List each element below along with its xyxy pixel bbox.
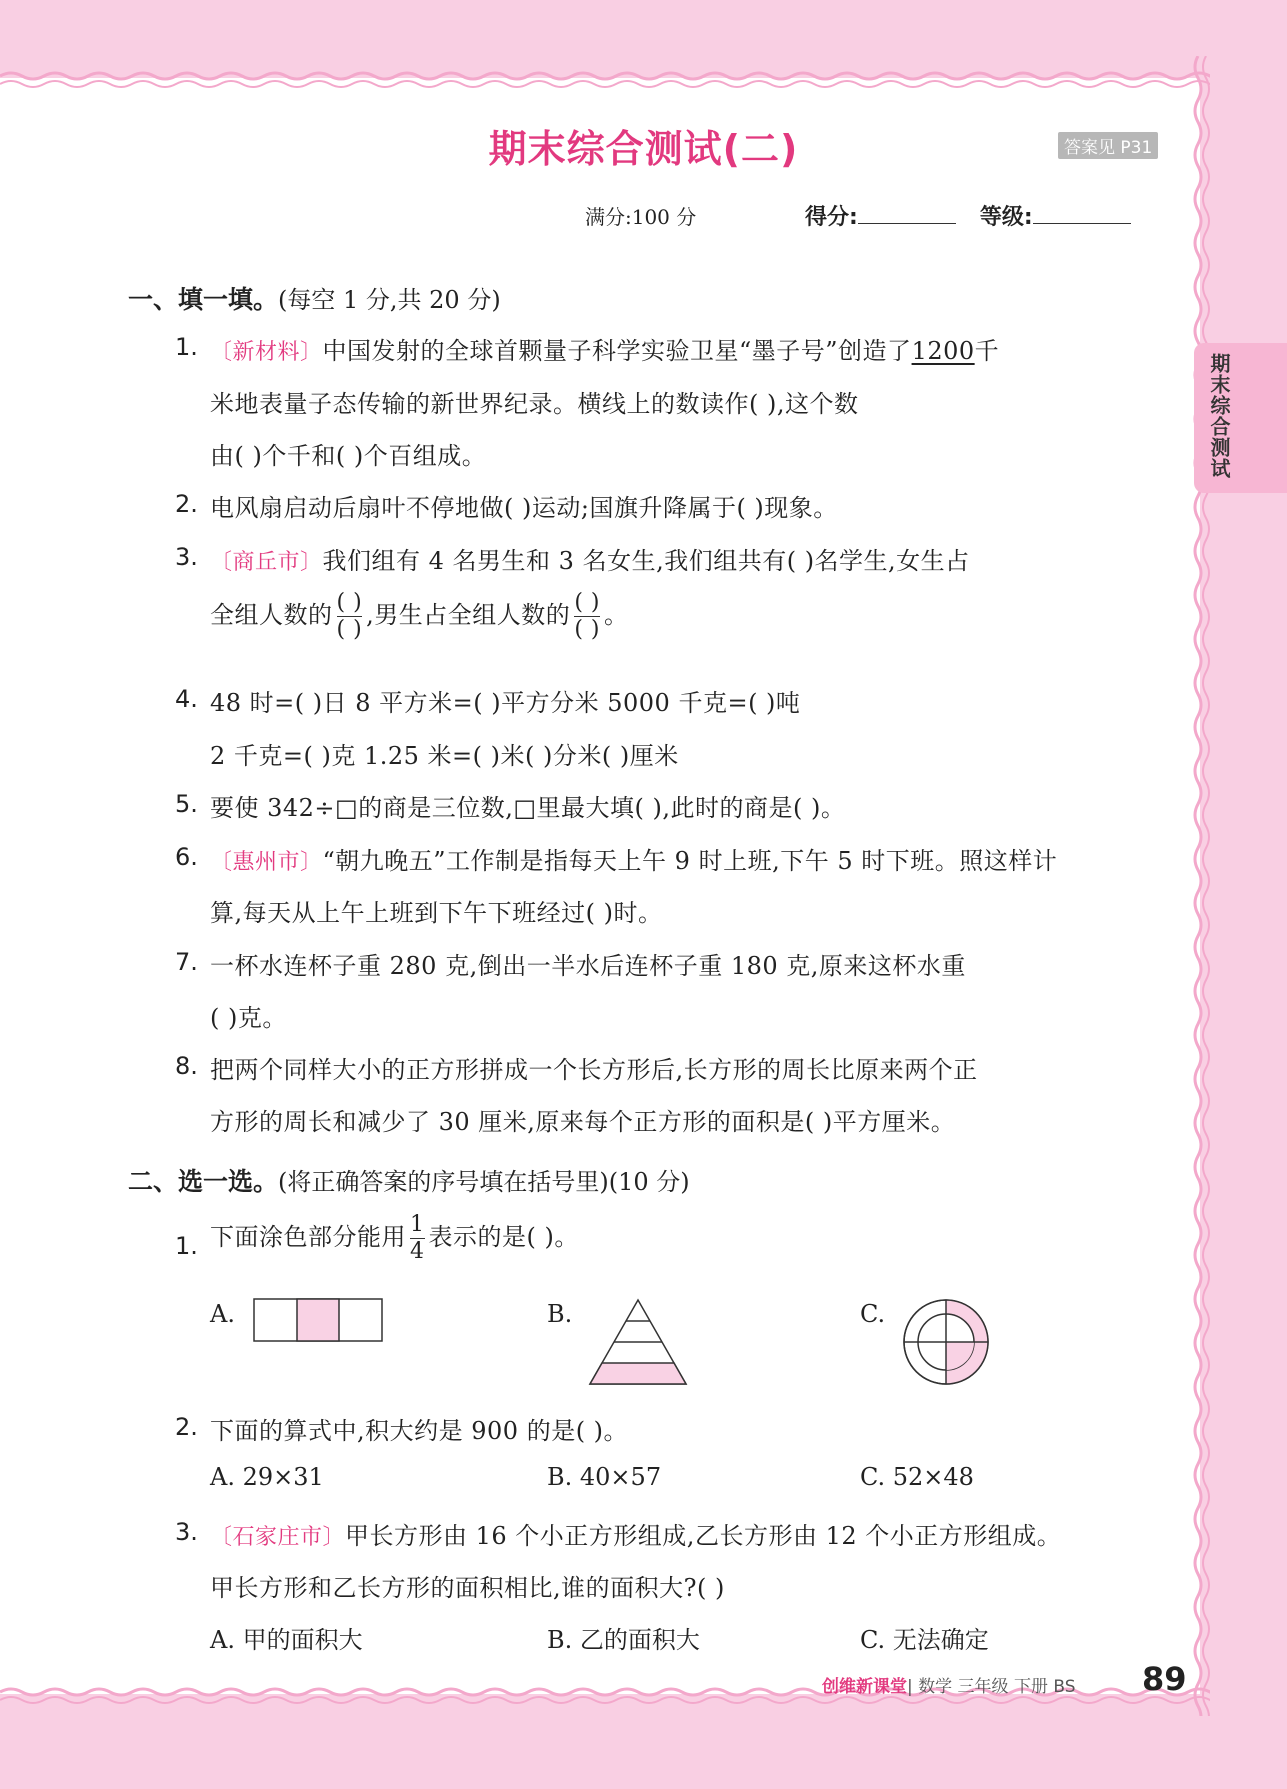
question-line (210, 1516, 1061, 1551)
option-a-figure (253, 1298, 387, 1344)
question-text: “朝九晚五”工作制是指每天上午 9 时上班,下午 5 时下班。照这样计 (322, 847, 1058, 875)
score-line (585, 200, 1175, 231)
question-number: 8. (175, 1052, 198, 1080)
fraction (410, 1212, 425, 1265)
page-number: 89 (1142, 1660, 1187, 1698)
wavy-border-right (1184, 56, 1224, 1716)
question-line (210, 541, 970, 576)
grade-blank[interactable] (1033, 201, 1131, 224)
question-text: 千 (974, 337, 1000, 365)
question-number: 4. (175, 685, 198, 713)
question-line: ( )克。 (210, 1004, 287, 1032)
question-text: 全组人数的 (210, 601, 333, 629)
question-tag: 〔新材料〕 (210, 340, 323, 365)
page-title: 期末综合测试(二) (488, 127, 799, 171)
question-line (210, 841, 1057, 876)
wavy-border-top (0, 56, 1210, 96)
side-tab[interactable] (1194, 343, 1287, 493)
question-line: 把两个同样大小的正方形拼成一个长方形后,长方形的周长比原来两个正 (210, 1056, 978, 1084)
answer-reference-badge: 答案见 P31 (1058, 132, 1158, 159)
question-line: 电风扇启动后扇叶不停地做( )运动;国旗升降属于( )现象。 (210, 494, 838, 522)
grade-label: 等级: (979, 205, 1033, 230)
section-note: (每空 1 分,共 20 分) (278, 286, 501, 314)
question-line-fractions (210, 590, 628, 643)
question-text: 我们组有 4 名男生和 3 名女生,我们组共有( )名学生,女生占 (322, 547, 970, 575)
question-line: 48 时=( )日 8 平方米=( )平方分米 5000 千克=( )吨 (210, 689, 801, 717)
question-number: 5. (175, 790, 198, 818)
fraction-numerator: ( ) (574, 590, 600, 615)
question-line (210, 331, 999, 366)
footer-brand: 创维新课堂 (822, 1677, 907, 1697)
question-text: ,男生占全组人数的 (366, 601, 571, 629)
full-score: 满分:100 分 (585, 205, 697, 229)
fraction-numerator: 1 (410, 1212, 425, 1237)
question-tag: 〔惠州市〕 (210, 850, 323, 875)
question-text: 中国发射的全球首颗量子科学实验卫星“墨子号”创造了 (322, 337, 912, 365)
question-number: 6. (175, 843, 198, 871)
question-line: 甲长方形和乙长方形的面积相比,谁的面积大?( ) (210, 1574, 725, 1602)
question-number: 7. (175, 948, 198, 976)
question-tag: 〔商丘市〕 (210, 550, 323, 575)
option-a[interactable]: A. 29×31 (210, 1463, 324, 1491)
question-line (210, 1212, 579, 1265)
fraction-blank[interactable] (574, 590, 600, 643)
score-blank[interactable] (858, 201, 956, 224)
fraction-numerator: ( ) (336, 590, 363, 615)
question-line: 要使 342÷□的商是三位数,□里最大填( ),此时的商是( )。 (210, 794, 846, 822)
fraction-denominator: 4 (410, 1239, 425, 1264)
footer (822, 1672, 1076, 1697)
question-line: 由( )个千和( )个百组成。 (210, 442, 487, 470)
option-c-figure (902, 1298, 990, 1386)
question-line: 米地表量子态传输的新世界纪录。横线上的数读作( ),这个数 (210, 390, 859, 418)
score-label: 得分: (805, 205, 858, 230)
side-tab-label: 期末综合测试 (1207, 353, 1231, 479)
question-text: 甲长方形由 16 个小正方形组成,乙长方形由 12 个小正方形组成。 (345, 1522, 1062, 1550)
option-b[interactable]: B. (547, 1300, 573, 1328)
question-text: 下面涂色部分能用 (210, 1223, 406, 1251)
question-number: 2. (175, 490, 198, 518)
option-a[interactable]: A. 甲的面积大 (210, 1626, 363, 1654)
underlined-number: 1200 (911, 337, 975, 365)
option-b[interactable]: B. 40×57 (547, 1463, 662, 1491)
footer-info: | 数学 三年级 下册 BS (907, 1677, 1076, 1697)
question-number: 2. (175, 1413, 198, 1441)
option-b[interactable]: B. 乙的面积大 (547, 1626, 700, 1654)
section-title: 二、选一选。 (128, 1167, 279, 1196)
section-heading-fill (128, 280, 501, 316)
section-heading-choose (128, 1162, 690, 1198)
question-number: 3. (175, 543, 198, 571)
question-text: 。 (603, 601, 629, 629)
option-c[interactable]: C. 52×48 (860, 1463, 974, 1491)
fraction-blank[interactable] (337, 590, 363, 643)
question-number: 3. (175, 1518, 198, 1546)
fraction-denominator: ( ) (336, 617, 363, 642)
question-tag: 〔石家庄市〕 (210, 1525, 346, 1550)
fraction-denominator: ( ) (574, 617, 600, 642)
paper-sheet (0, 78, 1200, 1694)
question-line: 一杯水连杯子重 280 克,倒出一半水后连杯子重 180 克,原来这杯水重 (210, 952, 966, 980)
question-line: 下面的算式中,积大约是 900 的是( )。 (210, 1417, 629, 1445)
option-c[interactable]: C. (860, 1300, 886, 1328)
question-number: 1. (175, 1232, 198, 1260)
question-text: 表示的是( )。 (428, 1223, 579, 1251)
section-note: (将正确答案的序号填在括号里)(10 分) (278, 1168, 690, 1196)
question-line: 方形的周长和减少了 30 厘米,原来每个正方形的面积是( )平方厘米。 (210, 1108, 956, 1136)
question-number: 1. (175, 333, 198, 361)
question-line: 2 千克=( )克 1.25 米=( )米( )分米( )厘米 (210, 742, 679, 770)
option-c[interactable]: C. 无法确定 (860, 1626, 989, 1654)
question-line: 算,每天从上午上班到下午下班经过( )时。 (210, 899, 663, 927)
section-title: 一、填一填。 (128, 285, 279, 314)
option-a[interactable]: A. (210, 1300, 235, 1328)
option-b-figure (588, 1298, 692, 1388)
